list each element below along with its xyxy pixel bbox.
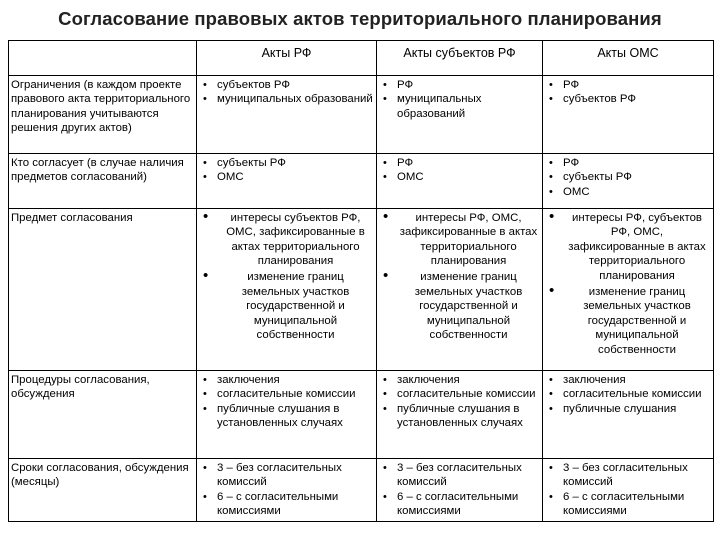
list-item: • субъекты РФ: [199, 156, 374, 171]
list-item: • субъекты РФ: [545, 170, 711, 185]
table-row-restrictions: [9, 75, 714, 153]
list-item: • заключения: [199, 373, 374, 388]
cell-subjects-who-approves: [377, 153, 543, 208]
list-item: • 6 – с согласительными комиссиями: [545, 490, 711, 519]
list-item: • изменение границ земельных участков государственной и муниципальной собственности: [199, 270, 374, 343]
header-empty: [9, 41, 197, 76]
list-item: • 3 – без согласительных комиссий: [199, 461, 374, 490]
list-item: • публичные слушания в установленных случаях: [199, 402, 374, 431]
approval-table: [8, 40, 714, 522]
row-label-restrictions: Ограничения (в каждом проекте правового акта территориального планирования учитываются решения других актов): [9, 75, 197, 153]
cell-subjects-deadlines: [377, 458, 543, 521]
header-row: [9, 41, 714, 76]
table-row-subject: [9, 208, 714, 370]
row-label-who-approves: Кто согласует (в случае наличия предметов согласований): [9, 153, 197, 208]
list-item: • РФ: [545, 156, 711, 171]
list-item: • интересы РФ, субъектов РФ, ОМС, зафиксированные в актах территориального планирования: [545, 211, 711, 284]
list-item: • заключения: [379, 373, 540, 388]
list-item: • ОМС: [545, 185, 711, 200]
list-item: • субъектов РФ: [199, 78, 374, 93]
row-label-procedures: Процедуры согласования, обсуждения: [9, 370, 197, 458]
header-subjects: Акты субъектов РФ: [377, 41, 543, 76]
list-item: • изменение границ земельных участков государственной и муниципальной собственности: [379, 270, 540, 343]
list-item: • интересы субъектов РФ, ОМС, зафиксированные в актах территориального планирования: [199, 211, 374, 269]
list-item: • РФ: [379, 156, 540, 171]
row-label-deadlines: Сроки согласования, обсуждения (месяцы): [9, 458, 197, 521]
list-item: • заключения: [545, 373, 711, 388]
cell-rf-procedures: [197, 370, 377, 458]
list-item: • РФ: [545, 78, 711, 93]
cell-subjects-subject: [377, 208, 543, 370]
list-item: • ОМС: [379, 170, 540, 185]
list-item: • ОМС: [199, 170, 374, 185]
list-item: • муниципальных образований: [199, 92, 374, 107]
row-label-subject: Предмет согласования: [9, 208, 197, 370]
list-item: • согласительные комиссии: [379, 387, 540, 402]
table-row-deadlines: [9, 458, 714, 521]
list-item: • интересы РФ, ОМС, зафиксированные в актах территориального планирования: [379, 211, 540, 269]
list-item: • 6 – с согласительными комиссиями: [379, 490, 540, 519]
cell-oms-restrictions: [543, 75, 714, 153]
list-item: • муниципальных образований: [379, 92, 540, 121]
page-title: Согласование правовых актов территориального планирования: [58, 8, 662, 29]
list-item: • РФ: [379, 78, 540, 93]
list-item: • согласительные комиссии: [545, 387, 711, 402]
header-rf: Акты РФ: [197, 41, 377, 76]
list-item: • изменение границ земельных участков государственной и муниципальной собственности: [545, 285, 711, 358]
list-item: • 6 – с согласительными комиссиями: [199, 490, 374, 519]
cell-rf-deadlines: [197, 458, 377, 521]
list-item: • 3 – без согласительных комиссий: [545, 461, 711, 490]
cell-subjects-procedures: [377, 370, 543, 458]
cell-rf-restrictions: [197, 75, 377, 153]
table-row-who-approves: [9, 153, 714, 208]
cell-subjects-restrictions: [377, 75, 543, 153]
cell-oms-subject: [543, 208, 714, 370]
cell-rf-who-approves: [197, 153, 377, 208]
header-oms: Акты ОМС: [543, 41, 714, 76]
list-item: • субъектов РФ: [545, 92, 711, 107]
cell-rf-subject: [197, 208, 377, 370]
cell-oms-deadlines: [543, 458, 714, 521]
list-item: • публичные слушания в установленных случаях: [379, 402, 540, 431]
cell-oms-procedures: [543, 370, 714, 458]
table-row-procedures: [9, 370, 714, 458]
list-item: • публичные слушания: [545, 402, 711, 417]
cell-oms-who-approves: [543, 153, 714, 208]
list-item: • согласительные комиссии: [199, 387, 374, 402]
list-item: • 3 – без согласительных комиссий: [379, 461, 540, 490]
